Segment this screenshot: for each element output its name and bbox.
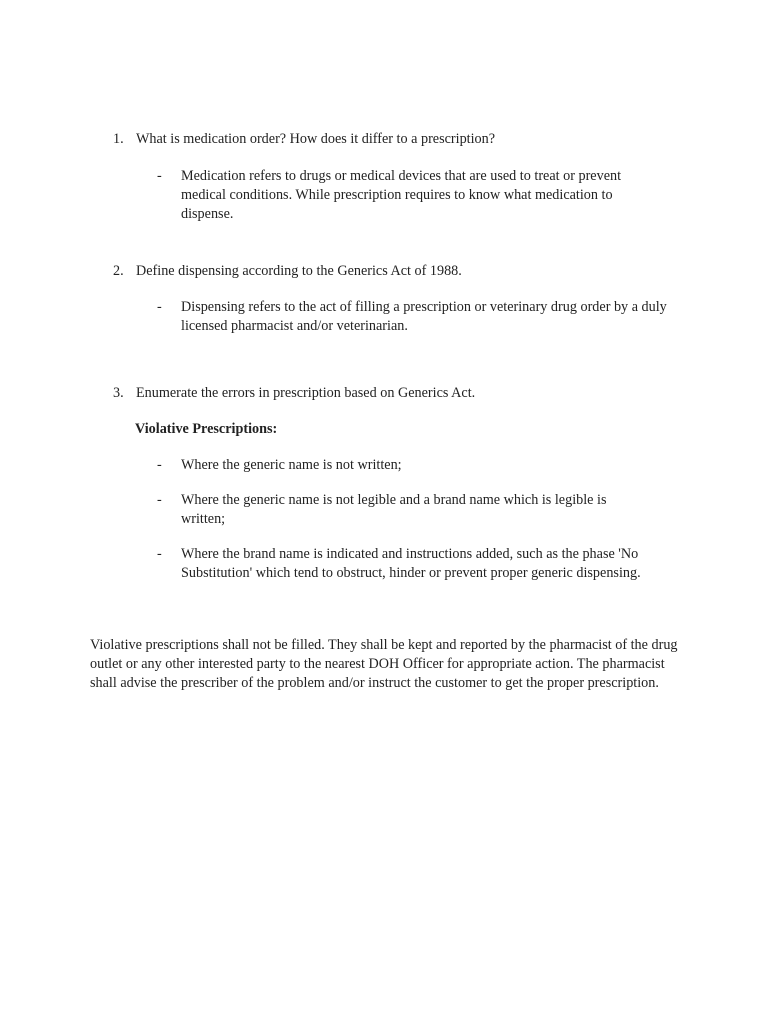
bullet-dash: - — [157, 457, 162, 473]
question-text: What is medication order? How does it differ to a prescription? — [136, 131, 496, 147]
bullet-dash: - — [157, 492, 162, 508]
bullet-dash: - — [157, 168, 162, 184]
bullet-dash: - — [157, 546, 162, 562]
question-number: 1. — [113, 131, 124, 147]
answer-text: Where the generic name is not written; — [181, 457, 402, 473]
bullet-dash: - — [157, 299, 162, 315]
answer-text: Where the generic name is not legible and a brand name which is legible is written; — [181, 492, 607, 527]
closing-paragraph: Violative prescriptions shall not be filled. They shall be kept and reported by the pharmacist of the drug outlet or any other interested party to the nearest DOH Officer for appropriate action. The pharmacist shall advise the prescriber of the problem and/or instruct the customer to get the proper prescription. — [90, 637, 678, 691]
answer-text: Dispensing refers to the act of filling a prescription or veterinary drug order by a duly licensed pharmacist and/or veterinarian. — [181, 299, 667, 334]
question-text: Define dispensing according to the Generics Act of 1988. — [136, 263, 462, 279]
question-number: 2. — [113, 263, 124, 279]
answer-text: Medication refers to drugs or medical devices that are used to treat or prevent medical conditions. While prescription requires to know what medication to dispense. — [181, 168, 622, 222]
section-subheading: Violative Prescriptions: — [135, 421, 278, 437]
answer-text: Where the brand name is indicated and instructions added, such as the phase 'No Substitution' which tend to obstruct, hinder or prevent proper generic dispensing. — [181, 546, 641, 581]
question-text: Enumerate the errors in prescription based on Generics Act. — [136, 385, 476, 401]
question-number: 3. — [113, 385, 124, 401]
